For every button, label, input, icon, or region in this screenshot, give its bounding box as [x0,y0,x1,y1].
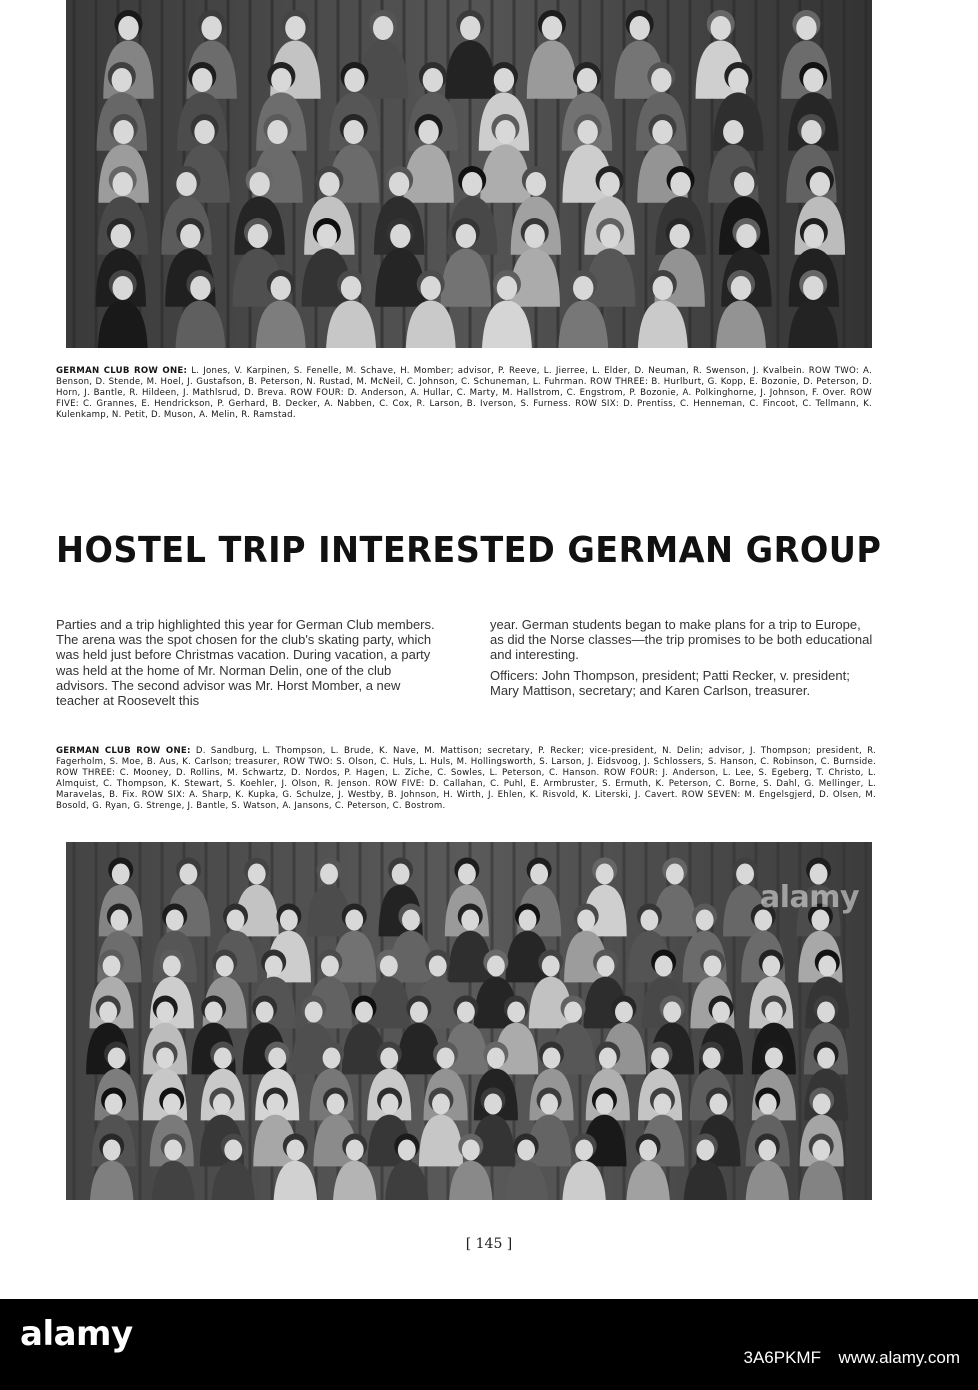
person-face [765,1002,783,1023]
person-face [711,16,731,40]
person-face [108,1048,126,1069]
person-face [166,910,184,931]
person-face [526,172,546,196]
person-face [709,1094,727,1115]
person-face [265,956,283,977]
person-face [457,1002,475,1023]
person-face [543,1048,561,1069]
person-face [323,1048,341,1069]
person-face [734,172,754,196]
person-face [600,224,620,248]
person-face [639,1140,657,1161]
person-face [402,910,420,931]
person-face [801,120,821,144]
caption-top-lead: GERMAN CLUB ROW ONE: [56,366,188,376]
person-face [759,1094,777,1115]
person-face [736,864,754,885]
person-face [630,16,650,40]
person-face [105,1094,123,1115]
person-face [227,910,245,931]
person-face [103,1140,121,1161]
person-face [762,956,780,977]
person-face [389,172,409,196]
person-face [190,276,210,300]
person-face [540,1094,558,1115]
group-photo-top [66,0,872,348]
person-face [573,276,593,300]
person-face [176,172,196,196]
page-number: [ 145 ] [465,1236,513,1252]
person-face [812,1140,830,1161]
person-face [462,172,482,196]
person-face [224,1140,242,1161]
person-face [640,910,658,931]
person-face [803,68,823,92]
person-face [817,1002,835,1023]
person-face [736,224,756,248]
person-face [194,120,214,144]
person-face [655,956,673,977]
person-face [813,1094,831,1115]
stock-footer-text [744,1348,961,1368]
person-face [723,120,743,144]
person-face [429,956,447,977]
person-face [817,1048,835,1069]
stock-logo: alamy [20,1314,133,1354]
stock-image-id: 3A6PKMF [743,1348,821,1367]
person-face [669,224,689,248]
person-face [267,120,287,144]
caption-bottom-lead: GERMAN CLUB ROW ONE: [56,746,191,756]
person-face [346,1140,364,1161]
article-column-left [56,617,446,708]
person-face [651,68,671,92]
person-face [103,956,121,977]
person-face [285,16,305,40]
caption-bottom [56,746,876,812]
person-face [180,224,200,248]
person-face [423,68,443,92]
person-face [758,1140,776,1161]
person-face [380,1048,398,1069]
person-face [517,1140,535,1161]
person-face [373,16,393,40]
person-face [179,864,197,885]
person-face [728,68,748,92]
person-face [495,120,515,144]
person-face [420,276,440,300]
group-photo-bottom-image [66,842,872,1200]
person-face [192,68,212,92]
article-left-paragraph: Parties and a trip highlighted this year for German Club members. The arena was the spot chosen for the club's skating party, which was held just before Christmas vacation. During vacation, a party was held at the home of Mr. Norman Delin, one of the club advisors. The second advisor was Mr. Horst Momber, a new teacher at Roosevelt this [56,617,435,709]
person-face [696,910,714,931]
person-face [345,910,363,931]
person-face [542,16,562,40]
person-face [113,172,133,196]
person-face [731,276,751,300]
person-face [392,864,410,885]
person-face [110,910,128,931]
person-face [205,1002,223,1023]
person-face [651,1048,669,1069]
person-face [341,276,361,300]
person-face [487,1048,505,1069]
person-face [458,864,476,885]
person-face [704,956,722,977]
person-face [344,120,364,144]
person-face [163,956,181,977]
caption-top-text: L. Jones, V. Karpinen, S. Fenelle, M. Schave, H. Momber; advisor, P. Reeve, L. Jierree, L. Elder, D. Neuman, R. Swenson, J. Kvalbein. ROW TWO: A. Benson, D. Stende, M. Hoel, J. Gustafson, B. Peterson, N. Rustad, M. McNeil, C. Johnson, C. Schuneman, L. Fuhrman. ROW THREE: B. Hurlburt, G. Kopp, E. Bozonie, D. Peterson, D. Horn, J. Bantle, R. Hildeen, J. Mathlsrud, D. Breva. ROW FOUR: D. Anderson, A. Hullar, C. Marty, M. Hallstrom, C. Engstrom, P. Bozonie, A. Polkinghorne, J. Johnson, F. Over. ROW FIVE: C. Grannes, E. Hendrickson, P. Gerhard, B. Decker, A. Nabben, C. Cox, R. Larson, B. Iverson, S. Furness. ROW SIX: D. Prentiss, C. Henneman, C. Fincoot, C. Tellmann, K. Kulenkamp, N. Petit, D. Muson, A. Melin, R. Ramstad. [56,366,873,420]
person-face [271,68,291,92]
person-face [487,956,505,977]
person-face [575,1140,593,1161]
article-right-paragraph-1: year. German students began to make plans for a trip to Europe, as did the Norse classes—the trip promises to be both educational and interesting. [490,617,873,663]
group-photo-bottom [66,842,872,1200]
person-face [380,956,398,977]
person-face [344,68,364,92]
stock-url: www.alamy.com [838,1348,960,1367]
person-face [803,276,823,300]
page-headline: HOSTEL TRIP INTERESTED GERMAN GROUP [56,530,882,571]
person-face [398,1140,416,1161]
person-face [703,1048,721,1069]
person-face [804,224,824,248]
person-face [577,910,595,931]
person-face [666,864,684,885]
person-face [494,68,514,92]
person-face [564,1002,582,1023]
person-face [615,1002,633,1023]
person-face [653,276,673,300]
person-face [305,1002,323,1023]
watermark-logo: alamy [760,880,860,915]
person-face [577,68,597,92]
person-face [280,910,298,931]
person-face [418,120,438,144]
person-face [317,224,337,248]
person-face [249,172,269,196]
person-face [432,1094,450,1115]
person-face [248,864,266,885]
person-face [461,910,479,931]
person-face [460,16,480,40]
person-face [112,68,132,92]
person-face [268,1048,286,1069]
article-column-right [490,617,876,703]
article-right-paragraph-2: Officers: John Thompson, president; Patti Recker, v. president; Mary Mattison, secretary; and Karen Carlson, treasurer. [490,667,850,698]
person-face [321,956,339,977]
person-face [381,1094,399,1115]
person-face [216,956,234,977]
person-face [271,276,291,300]
person-face [599,1048,617,1069]
person-face [462,1140,480,1161]
person-face [248,224,268,248]
person-face [542,956,560,977]
stock-footer-bar [0,1299,978,1390]
person-face [213,1094,231,1115]
person-face [410,1002,428,1023]
person-face [654,1094,672,1115]
person-face [530,864,548,885]
person-face [164,1140,182,1161]
person-face [796,16,816,40]
person-face [319,172,339,196]
person-face [286,1140,304,1161]
person-face [525,224,545,248]
person-face [577,120,597,144]
person-face [596,1094,614,1115]
person-face [99,1002,117,1023]
person-face [519,910,537,931]
person-face [597,956,615,977]
person-face [355,1002,373,1023]
watermark-logo: alamy [396,400,496,435]
person-face [214,1048,232,1069]
person-face [111,224,131,248]
person-face [507,1002,525,1023]
person-face [663,1002,681,1023]
person-face [599,172,619,196]
person-face [201,16,221,40]
person-face [484,1094,502,1115]
person-face [113,276,133,300]
person-face [497,276,517,300]
person-face [256,1002,274,1023]
person-face [266,1094,284,1115]
person-face [156,1048,174,1069]
person-face [670,172,690,196]
person-face [163,1094,181,1115]
person-face [596,864,614,885]
person-face [696,1140,714,1161]
person-face [765,1048,783,1069]
person-face [818,956,836,977]
person-face [652,120,672,144]
person-face [320,864,338,885]
person-face [113,120,133,144]
person-face [712,1002,730,1023]
person-face [390,224,410,248]
person-face [156,1002,174,1023]
person-face [437,1048,455,1069]
person-face [112,864,130,885]
person-face [118,16,138,40]
caption-bottom-text: D. Sandburg, L. Thompson, L. Brude, K. Nave, M. Mattison; secretary, P. Recker; vice-president, N. Delin; advisor, J. Thompson; president, R. Fagerholm, S. Moe, B. Aus, K. Carlson; treasurer, ROW TWO: S. Olson, C. Huls, L. Huls, M. Hollingsworth, S. Larson, J. Eidsvoog, J. Schlossers, S. Hanson, C. Robinson, C. Burnside. ROW THREE: C. Mooney, D. Rollins, M. Schwartz, D. Nordos, P. Hagen, L. Ziche, C. Sowles, L. Peterson, C. Hanson. ROW FOUR: J. Anderson, L. Lee, S. Egeberg, T. Christo, L. Almquist, C. Thompson, K. Stewart, S. Koehler, J. Olson, R. Jenson. ROW FIVE: D. Callahan, C. Puhl, E. Armbruster, S. Ermuth, K. Peterson, C. Borne, S. Dahl, G. Mellinger, L. Maravelas, B. Fix. ROW SIX: A. Sharp, K. Kupka, G. Schulze, J. Westby, B. Johnson, H. Wirth, J. Ehlen, K. Risvold, K. Literski, J. Cavert. ROW SEVEN: M. Engelsgjerd, D. Olsen, M. Bosold, G. Ryan, G. Strenge, J. Bantle, S. Watson, A. Jansons, C. Peterson, C. Bostrom. [56,746,877,811]
group-photo-top-image [66,0,872,348]
person-face [810,172,830,196]
person-face [456,224,476,248]
person-face [327,1094,345,1115]
